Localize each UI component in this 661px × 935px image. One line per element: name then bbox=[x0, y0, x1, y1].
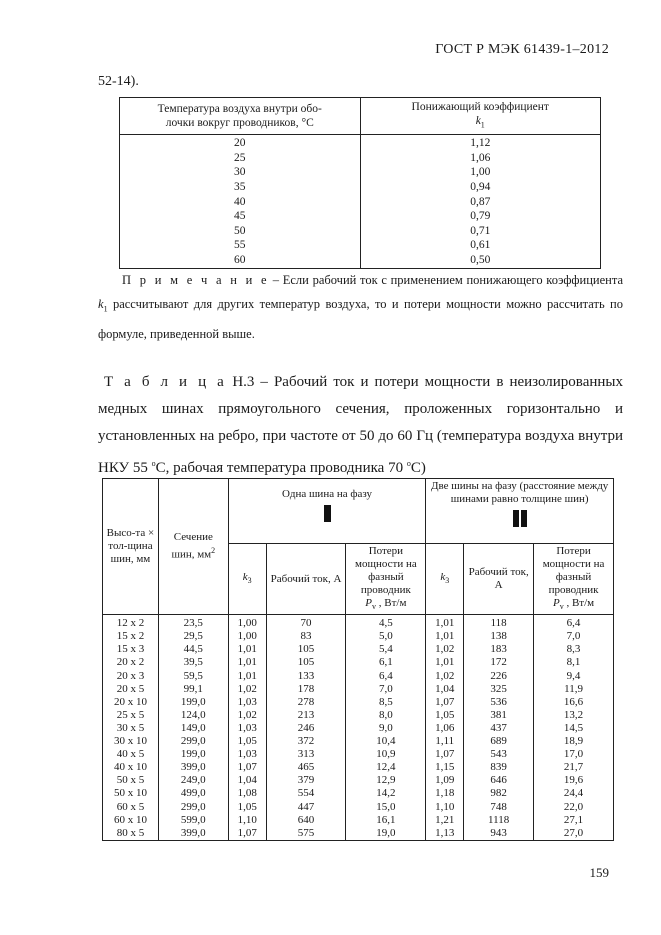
current-one-cell: 213 bbox=[266, 709, 346, 722]
size-cell: 40 x 5 bbox=[103, 748, 159, 761]
k3-two-cell: 1,07 bbox=[426, 696, 464, 709]
loss-one-cell: 14,2 bbox=[346, 787, 426, 800]
size-cell: 12 x 2 bbox=[103, 615, 159, 631]
section-cell: 599,0 bbox=[158, 814, 228, 827]
k3-one-cell: 1,00 bbox=[228, 615, 266, 631]
k3-one-cell: 1,01 bbox=[228, 670, 266, 683]
loss-two-cell: 18,9 bbox=[534, 735, 614, 748]
section-cell: 39,5 bbox=[158, 656, 228, 669]
temperature-cell: 45 bbox=[120, 209, 361, 224]
section-cell: 399,0 bbox=[158, 761, 228, 774]
size-cell: 20 x 2 bbox=[103, 656, 159, 669]
current-two-cell: 1118 bbox=[464, 814, 534, 827]
loss-one-cell: 4,5 bbox=[346, 615, 426, 631]
current-two-cell: 172 bbox=[464, 656, 534, 669]
section-cell: 149,0 bbox=[158, 722, 228, 735]
header-loss-one: Потери мощности на фазный проводник $P_v$ , Вт/м bbox=[346, 544, 426, 615]
coef-table-row bbox=[120, 238, 601, 253]
loss-two-cell: 11,9 bbox=[534, 683, 614, 696]
coef-table-header-temperature: Температура воздуха внутри обо- лочки вокруг проводников, °С bbox=[120, 98, 361, 135]
loss-two-cell: 13,2 bbox=[534, 709, 614, 722]
current-one-cell: 554 bbox=[266, 787, 346, 800]
k3-one-cell: 1,05 bbox=[228, 801, 266, 814]
loss-two-cell: 6,4 bbox=[534, 615, 614, 631]
coef-table-body bbox=[120, 135, 601, 268]
current-one-cell: 379 bbox=[266, 774, 346, 787]
loss-two-cell: 19,6 bbox=[534, 774, 614, 787]
loss-one-cell: 16,1 bbox=[346, 814, 426, 827]
bus-table-row bbox=[103, 814, 614, 827]
size-cell: 50 x 5 bbox=[103, 774, 159, 787]
k3-one-cell: 1,01 bbox=[228, 656, 266, 669]
coef-table-row bbox=[120, 151, 601, 166]
loss-two-cell: 9,4 bbox=[534, 670, 614, 683]
current-two-cell: 536 bbox=[464, 696, 534, 709]
size-cell: 40 x 10 bbox=[103, 761, 159, 774]
size-cell: 30 x 5 bbox=[103, 722, 159, 735]
k3-two-cell: 1,04 bbox=[426, 683, 464, 696]
coef-table-row bbox=[120, 195, 601, 210]
k3-two-cell: 1,13 bbox=[426, 827, 464, 841]
header-k3-one: $k_3$ bbox=[228, 544, 266, 615]
loss-two-cell: 14,5 bbox=[534, 722, 614, 735]
k3-two-cell: 1,11 bbox=[426, 735, 464, 748]
k3-one-cell: 1,05 bbox=[228, 735, 266, 748]
k3-two-cell: 1,21 bbox=[426, 814, 464, 827]
document-header: ГОСТ Р МЭК 61439-1–2012 bbox=[435, 42, 609, 57]
k3-one-cell: 1,01 bbox=[228, 643, 266, 656]
coefficient-cell: 0,71 bbox=[360, 224, 601, 239]
current-two-cell: 183 bbox=[464, 643, 534, 656]
section-cell: 23,5 bbox=[158, 615, 228, 631]
current-one-cell: 278 bbox=[266, 696, 346, 709]
loss-two-cell: 22,0 bbox=[534, 801, 614, 814]
section-cell: 199,0 bbox=[158, 748, 228, 761]
loss-two-cell: 17,0 bbox=[534, 748, 614, 761]
header-one-bar-per-phase: Одна шина на фазу bbox=[228, 479, 426, 544]
current-one-cell: 447 bbox=[266, 801, 346, 814]
current-two-cell: 982 bbox=[464, 787, 534, 800]
loss-one-cell: 19,0 bbox=[346, 827, 426, 841]
loss-one-cell: 6,4 bbox=[346, 670, 426, 683]
current-two-cell: 325 bbox=[464, 683, 534, 696]
size-cell: 50 x 10 bbox=[103, 787, 159, 800]
loss-one-cell: 10,9 bbox=[346, 748, 426, 761]
k3-two-cell: 1,02 bbox=[426, 643, 464, 656]
size-cell: 20 x 3 bbox=[103, 670, 159, 683]
k3-two-cell: 1,01 bbox=[426, 615, 464, 631]
section-cell: 399,0 bbox=[158, 827, 228, 841]
bus-table-body bbox=[103, 615, 614, 841]
loss-two-cell: 8,1 bbox=[534, 656, 614, 669]
loss-one-cell: 5,0 bbox=[346, 630, 426, 643]
k3-two-cell: 1,02 bbox=[426, 670, 464, 683]
loss-one-cell: 15,0 bbox=[346, 801, 426, 814]
temperature-cell: 30 bbox=[120, 165, 361, 180]
header-loss-two: Потери мощности на фазный проводник $P_v$ , Вт/м bbox=[534, 544, 614, 615]
loss-one-cell: 12,9 bbox=[346, 774, 426, 787]
size-cell: 60 x 5 bbox=[103, 801, 159, 814]
coef-table-row bbox=[120, 209, 601, 224]
bus-table-row bbox=[103, 656, 614, 669]
loss-one-cell: 9,0 bbox=[346, 722, 426, 735]
loss-one-cell: 5,4 bbox=[346, 643, 426, 656]
bus-table-row bbox=[103, 630, 614, 643]
loss-two-cell: 27,1 bbox=[534, 814, 614, 827]
coefficient-cell: 0,87 bbox=[360, 195, 601, 210]
current-two-cell: 138 bbox=[464, 630, 534, 643]
bus-table-row bbox=[103, 774, 614, 787]
coefficient-cell: 0,79 bbox=[360, 209, 601, 224]
size-cell: 15 x 2 bbox=[103, 630, 159, 643]
loss-two-cell: 8,3 bbox=[534, 643, 614, 656]
loss-one-cell: 10,4 bbox=[346, 735, 426, 748]
coefficient-cell: 0,94 bbox=[360, 180, 601, 195]
k3-two-cell: 1,07 bbox=[426, 748, 464, 761]
header-k3-two: $k_3$ bbox=[426, 544, 464, 615]
current-one-cell: 70 bbox=[266, 615, 346, 631]
bus-table-row bbox=[103, 683, 614, 696]
single-bar-symbol bbox=[324, 505, 331, 522]
current-one-cell: 313 bbox=[266, 748, 346, 761]
caption-label: Т а б л и ц а bbox=[104, 374, 227, 390]
size-cell: 80 x 5 bbox=[103, 827, 159, 841]
coefficient-cell: 0,61 bbox=[360, 238, 601, 253]
double-bar-symbol-right bbox=[521, 510, 527, 527]
bus-table-row bbox=[103, 801, 614, 814]
current-two-cell: 839 bbox=[464, 761, 534, 774]
header-current-two: Рабочий ток, А bbox=[464, 544, 534, 615]
section-cell: 299,0 bbox=[158, 735, 228, 748]
loss-two-cell: 16,6 bbox=[534, 696, 614, 709]
coefficient-table bbox=[119, 97, 601, 269]
section-cell: 59,5 bbox=[158, 670, 228, 683]
bus-table-row bbox=[103, 748, 614, 761]
k3-one-cell: 1,07 bbox=[228, 761, 266, 774]
k3-one-cell: 1,03 bbox=[228, 696, 266, 709]
size-cell: 20 x 5 bbox=[103, 683, 159, 696]
size-cell: 20 x 10 bbox=[103, 696, 159, 709]
current-one-cell: 105 bbox=[266, 656, 346, 669]
k3-one-cell: 1,03 bbox=[228, 722, 266, 735]
double-bar-symbol-left bbox=[513, 510, 519, 527]
k3-two-cell: 1,18 bbox=[426, 787, 464, 800]
current-two-cell: 646 bbox=[464, 774, 534, 787]
note-label: П р и м е ч а н и е bbox=[122, 273, 270, 287]
section-cell: 499,0 bbox=[158, 787, 228, 800]
temperature-cell: 55 bbox=[120, 238, 361, 253]
size-cell: 25 x 5 bbox=[103, 709, 159, 722]
k3-two-cell: 1,15 bbox=[426, 761, 464, 774]
current-two-cell: 437 bbox=[464, 722, 534, 735]
k3-one-cell: 1,02 bbox=[228, 709, 266, 722]
loss-two-cell: 7,0 bbox=[534, 630, 614, 643]
current-one-cell: 133 bbox=[266, 670, 346, 683]
coefficient-cell: 1,12 bbox=[360, 135, 601, 151]
current-one-cell: 640 bbox=[266, 814, 346, 827]
size-cell: 60 x 10 bbox=[103, 814, 159, 827]
section-cell: 29,5 bbox=[158, 630, 228, 643]
k3-two-cell: 1,01 bbox=[426, 630, 464, 643]
temperature-cell: 50 bbox=[120, 224, 361, 239]
bus-table-row bbox=[103, 709, 614, 722]
k3-one-cell: 1,00 bbox=[228, 630, 266, 643]
k3-one-cell: 1,07 bbox=[228, 827, 266, 841]
k3-one-cell: 1,10 bbox=[228, 814, 266, 827]
bus-table-row bbox=[103, 670, 614, 683]
current-two-cell: 748 bbox=[464, 801, 534, 814]
temperature-cell: 25 bbox=[120, 151, 361, 166]
bus-table-row bbox=[103, 696, 614, 709]
k3-one-cell: 1,03 bbox=[228, 748, 266, 761]
loss-one-cell: 12,4 bbox=[346, 761, 426, 774]
size-cell: 15 x 3 bbox=[103, 643, 159, 656]
current-two-cell: 689 bbox=[464, 735, 534, 748]
bus-bar-table bbox=[102, 478, 614, 841]
coefficient-cell: 1,06 bbox=[360, 151, 601, 166]
current-two-cell: 943 bbox=[464, 827, 534, 841]
k3-two-cell: 1,09 bbox=[426, 774, 464, 787]
bus-table-row bbox=[103, 615, 614, 631]
coef-table-row bbox=[120, 135, 601, 151]
current-one-cell: 246 bbox=[266, 722, 346, 735]
bus-table-row bbox=[103, 643, 614, 656]
header-two-bars-per-phase: Две шины на фазу (расстояние между шинами равно толщине шин) bbox=[426, 479, 614, 544]
coef-table-header-coefficient: Понижающий коэффициент $k_1$ bbox=[360, 98, 601, 135]
current-one-cell: 372 bbox=[266, 735, 346, 748]
coef-table-row bbox=[120, 180, 601, 195]
temperature-cell: 20 bbox=[120, 135, 361, 151]
bus-table-row bbox=[103, 735, 614, 748]
temperature-cell: 40 bbox=[120, 195, 361, 210]
bus-table-row bbox=[103, 827, 614, 841]
coef-table-row bbox=[120, 253, 601, 268]
section-cell: 249,0 bbox=[158, 774, 228, 787]
k3-two-cell: 1,10 bbox=[426, 801, 464, 814]
current-two-cell: 381 bbox=[464, 709, 534, 722]
k3-two-cell: 1,05 bbox=[426, 709, 464, 722]
header-current-one: Рабочий ток, А bbox=[266, 544, 346, 615]
size-cell: 30 x 10 bbox=[103, 735, 159, 748]
k3-one-cell: 1,02 bbox=[228, 683, 266, 696]
k3-two-cell: 1,01 bbox=[426, 656, 464, 669]
note-paragraph: П р и м е ч а н и е – Если рабочий ток с применением понижающего коэффициента $k_1$ рассчитывают для других температур воздуха, то и потери мощности можно рассчитать по формуле, приведенной выше. bbox=[98, 273, 624, 341]
loss-one-cell: 6,1 bbox=[346, 656, 426, 669]
k3-one-cell: 1,08 bbox=[228, 787, 266, 800]
loss-one-cell: 8,0 bbox=[346, 709, 426, 722]
bus-table-row bbox=[103, 787, 614, 800]
current-two-cell: 226 bbox=[464, 670, 534, 683]
section-cell: 199,0 bbox=[158, 696, 228, 709]
current-one-cell: 105 bbox=[266, 643, 346, 656]
section-cell: 299,0 bbox=[158, 801, 228, 814]
loss-two-cell: 24,4 bbox=[534, 787, 614, 800]
loss-two-cell: 27,0 bbox=[534, 827, 614, 841]
coef-table-row bbox=[120, 224, 601, 239]
loss-two-cell: 21,7 bbox=[534, 761, 614, 774]
bus-table-row bbox=[103, 761, 614, 774]
page-number: 159 bbox=[589, 865, 609, 880]
table-caption: Т а б л и ц а Н.3 – Рабочий ток и потери мощности в неизолированных медных шинах прямоугольного сечения, проложенных горизонтально и установленных на ребро, при частоте от 50 до 60 Гц (температура воздуха внутри НКУ 55 $^о$С, рабочая температура проводника 70 $^о$С) bbox=[98, 374, 623, 476]
temperature-cell: 35 bbox=[120, 180, 361, 195]
current-one-cell: 83 bbox=[266, 630, 346, 643]
k3-two-cell: 1,06 bbox=[426, 722, 464, 735]
section-cell: 44,5 bbox=[158, 643, 228, 656]
temperature-cell: 60 bbox=[120, 253, 361, 268]
k3-one-cell: 1,04 bbox=[228, 774, 266, 787]
current-one-cell: 575 bbox=[266, 827, 346, 841]
coefficient-cell: 0,50 bbox=[360, 253, 601, 268]
current-one-cell: 178 bbox=[266, 683, 346, 696]
section-cell: 124,0 bbox=[158, 709, 228, 722]
header-bus-section: Сечение шин, $мм^2$ bbox=[158, 479, 228, 615]
current-one-cell: 465 bbox=[266, 761, 346, 774]
section-cell: 99,1 bbox=[158, 683, 228, 696]
current-two-cell: 118 bbox=[464, 615, 534, 631]
coef-table-row bbox=[120, 165, 601, 180]
loss-one-cell: 8,5 bbox=[346, 696, 426, 709]
continuation-text: 52-14). bbox=[98, 74, 139, 89]
loss-one-cell: 7,0 bbox=[346, 683, 426, 696]
coefficient-cell: 1,00 bbox=[360, 165, 601, 180]
bus-table-row bbox=[103, 722, 614, 735]
current-two-cell: 543 bbox=[464, 748, 534, 761]
header-bus-size: Высо-та × тол-щина шин, мм bbox=[103, 479, 159, 615]
